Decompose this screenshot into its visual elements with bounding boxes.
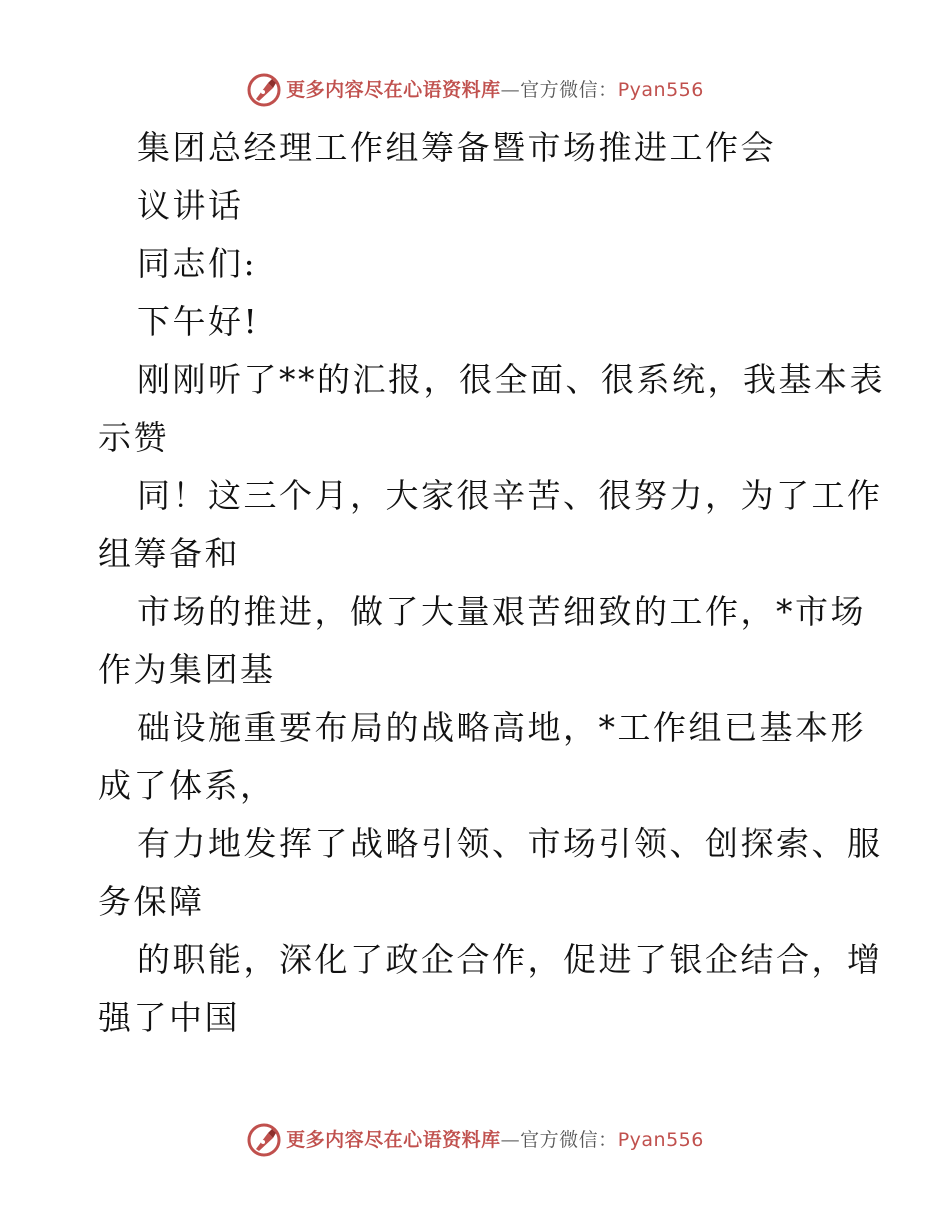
document-line: 议讲话 bbox=[137, 186, 244, 225]
watermark-wechat-id: Pyan556 bbox=[617, 1128, 704, 1151]
document-line: 同！这三个月，大家很辛苦、很努力，为了工作 bbox=[137, 476, 883, 515]
watermark-wechat-id: Pyan556 bbox=[617, 78, 704, 101]
pen-nib-logo-icon bbox=[246, 72, 282, 108]
header-watermark bbox=[0, 70, 950, 110]
document-line: 务保障 bbox=[98, 882, 205, 921]
document-line: 有力地发挥了战略引领、市场引领、创探索、服 bbox=[137, 824, 883, 863]
watermark-dash: — bbox=[500, 1128, 521, 1151]
document-line: 集团总经理工作组筹备暨市场推进工作会 bbox=[137, 128, 776, 167]
document-line: 同志们: bbox=[137, 244, 258, 283]
document-line: 成了体系， bbox=[98, 766, 276, 805]
watermark-brand: 更多内容尽在心语资料库 bbox=[286, 78, 501, 101]
document-line: 强了中国 bbox=[98, 998, 240, 1037]
document-line: 示赞 bbox=[98, 418, 169, 457]
document-line: 刚刚听了**的汇报，很全面、很系统，我基本表 bbox=[137, 360, 885, 399]
document-body bbox=[0, 119, 950, 1047]
document-line: 下午好! bbox=[137, 302, 260, 341]
footer-watermark bbox=[0, 1120, 950, 1160]
watermark-dash: — bbox=[500, 78, 521, 101]
document-line: 市场的推进，做了大量艰苦细致的工作，*市场 bbox=[137, 592, 866, 631]
pen-nib-logo-icon bbox=[246, 1122, 282, 1158]
document-line: 组筹备和 bbox=[98, 534, 240, 573]
watermark-brand: 更多内容尽在心语资料库 bbox=[286, 1128, 501, 1151]
document-line: 的职能，深化了政企合作，促进了银企结合，增 bbox=[137, 940, 883, 979]
document-line: 础设施重要布局的战略高地，*工作组已基本形 bbox=[137, 708, 866, 747]
document-line: 作为集团基 bbox=[98, 650, 276, 689]
watermark-official-label: 官方微信： bbox=[520, 1128, 618, 1151]
watermark-official-label: 官方微信： bbox=[520, 78, 618, 101]
